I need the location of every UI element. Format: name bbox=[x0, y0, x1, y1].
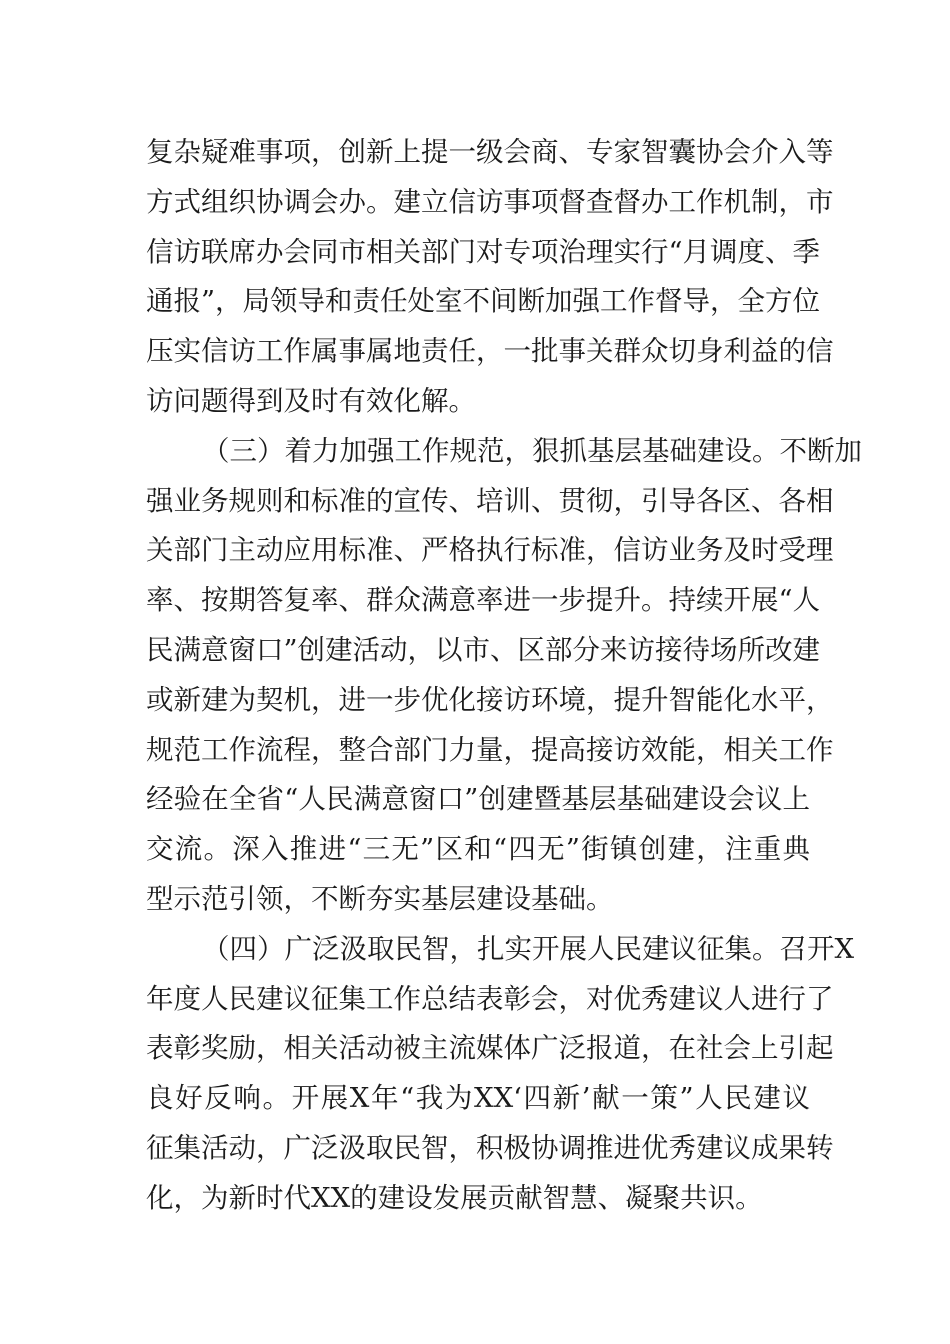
text-line: 方式组织协调会办。建立信访事项督查督办工作机制，市 bbox=[146, 185, 834, 218]
text-line: 型示范引领，不断夯实基层建设基础。 bbox=[146, 882, 614, 915]
text-line: 年度人民建议征集工作总结表彰会，对优秀建议人进行了 bbox=[146, 982, 834, 1015]
text-line: 率、按期答复率、群众满意率进一步提升。持续开展“人 bbox=[146, 584, 821, 617]
text-line: 征集活动，广泛汲取民智，积极协调推进优秀建议成果转 bbox=[146, 1131, 834, 1164]
body-text bbox=[146, 128, 862, 1224]
text-line: 访问题得到及时有效化解。 bbox=[146, 384, 476, 417]
text-line: 强业务规则和标准的宣传、培训、贯彻，引导各区、各相 bbox=[146, 484, 834, 517]
text-line: 化，为新时代XX的建设发展贡献智慧、凝聚共识。 bbox=[146, 1181, 763, 1214]
text-line: 信访联席办会同市相关部门对专项治理实行“月调度、季 bbox=[146, 235, 821, 268]
text-line: 民满意窗口”创建活动，以市、区部分来访接待场所改建 bbox=[146, 633, 821, 666]
text-line: 通报”，局领导和责任处室不间断加强工作督导，全方位 bbox=[146, 285, 821, 318]
text-line: 关部门主动应用标准、严格执行标准，信访业务及时受理 bbox=[146, 534, 834, 567]
text-line: 交流。深入推进“三无”区和“四无”街镇创建，注重典 bbox=[146, 833, 810, 866]
section-heading-line: （三）着力加强工作规范，狠抓基层基础建设。不断加 bbox=[202, 434, 862, 467]
text-line: 复杂疑难事项，创新上提一级会商、专家智囊协会介入等 bbox=[146, 136, 834, 168]
text-line: 或新建为契机，进一步优化接访环境，提升智能化水平， bbox=[146, 683, 834, 716]
section-heading-line: （四）广泛汲取民智，扎实开展人民建议征集。召开X bbox=[202, 932, 855, 965]
text-line: 压实信访工作属事属地责任，一批事关群众切身利益的信 bbox=[146, 335, 834, 368]
text-line: 规范工作流程，整合部门力量，提高接访效能，相关工作 bbox=[146, 733, 834, 766]
text-line: 良好反响。开展X年“我为XX‘四新’献一策”人民建议 bbox=[146, 1082, 810, 1115]
text-line: 表彰奖励，相关活动被主流媒体广泛报道，在社会上引起 bbox=[146, 1032, 834, 1065]
text-line: 经验在全省“人民满意窗口”创建暨基层基础建设会议上 bbox=[146, 783, 810, 816]
